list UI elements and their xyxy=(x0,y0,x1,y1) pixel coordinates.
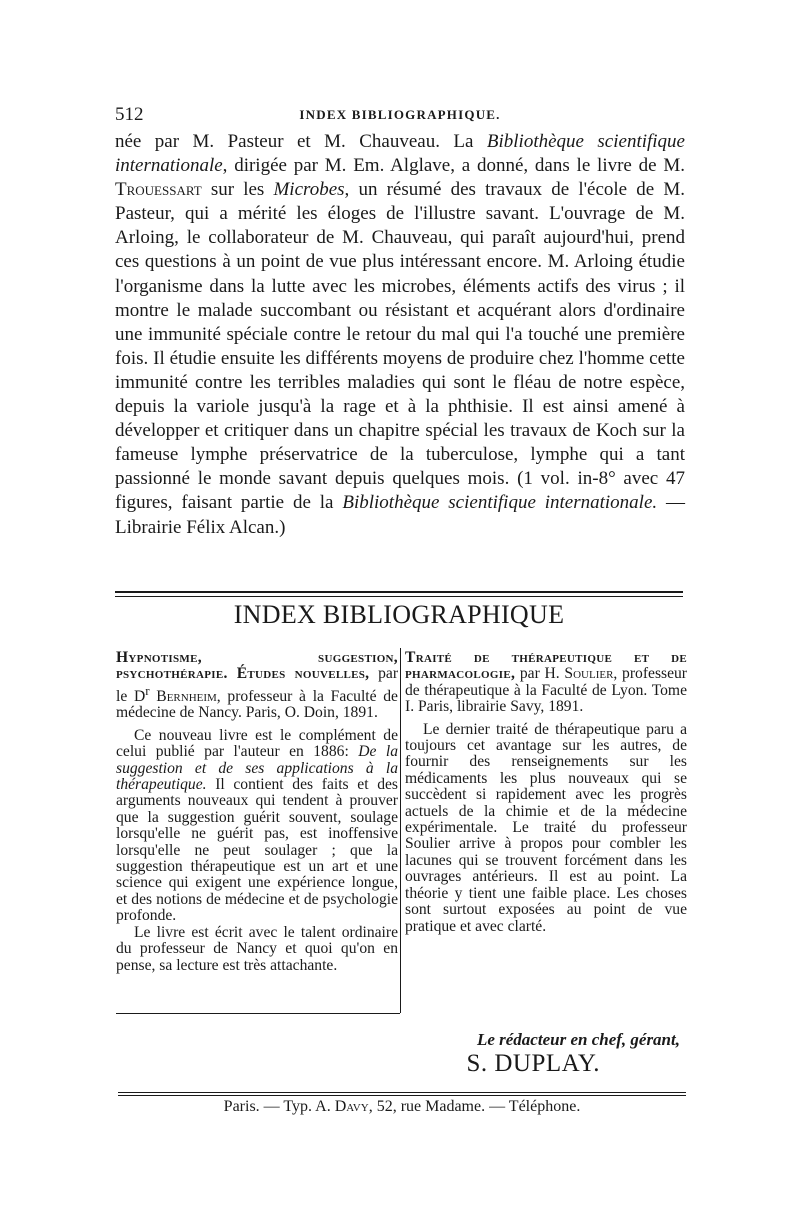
review-text: Ce nouveau livre est le complément de celui publié par l'auteur en 1886: xyxy=(116,726,398,761)
entry-author-name: Bernheim xyxy=(149,688,217,705)
entry-review-conclusion: Le livre est écrit avec le talent ordinaire du professeur de Nancy et quoi qu'on en pense, sa lecture est très attachante. xyxy=(116,923,398,974)
entry-author-name: Soulier xyxy=(564,665,614,683)
editor-name: S. DUPLAY. xyxy=(466,1050,600,1077)
running-head xyxy=(115,104,685,124)
article-paragraph xyxy=(115,130,685,540)
column-bottom-rule xyxy=(116,1013,400,1014)
article-continuation xyxy=(115,130,685,540)
entry-title: Hypnotisme, suggestion, psychothérapie. Études nouvelles, xyxy=(116,649,398,683)
body-text-span: , un résumé des travaux de l'école de M. Pasteur, qui a mérité les éloges de l'illustre savant. L'ouvrage de M. Arloing, le collaborateur de M. Chauveau, qui paraît aujourd'hui, prend ces questions à un point de vue plus intéressant encore. M. Arloing étudie l'organisme dans la lutte avec les microbes, éléments actifs des virus ; il montre le malade succombant ou résistant et acquérant alors d'ordinaire une immunité spéciale contre le retour du mal qui l'a touché une première fois. Il étudie ensuite les différents moyens de produire chez l'homme cette immunité contre les terribles maladies qui sont le fléau de notre espèce, depuis la variole jusqu'à la rage et à la phthisie. Il est ainsi amené à développer et critiquer dans un chapitre spécial les travaux de Koch sur la fameuse lymphe préservatrice de la tuberculose, lymphe qui a tant passionné le monde savant depuis quelques mois. (1 vol. in-8° avec 47 figures, faisant partie de la xyxy=(115,179,685,514)
bibliographic-entry xyxy=(116,650,398,722)
body-italic-title: Microbes xyxy=(273,179,345,201)
index-column-right xyxy=(405,650,687,935)
body-text-span: sur les xyxy=(201,179,274,201)
running-head-title: INDEX BIBLIOGRAPHIQUE. xyxy=(299,107,501,122)
entry-author-prefix: par le D xyxy=(116,665,399,705)
entry-review: Le dernier traité de thérapeutique paru a toujours cet avantage sur les autres, de fournir des renseignements sur les médicaments les plus nouveaux qui se succèdent si rapidement avec les progrès actuels de la chimie et de la médecine expérimentale. Le traité du professeur Soulier arrive à propos pour combler les lacunes qui se trouvent forcément dans les ouvrages antérieurs. Il est au point. La théorie y tient une faible place. Les choses sont surtout exposées au point de vue pratique et avec clarté. xyxy=(405,720,687,935)
page-number: 512 xyxy=(115,104,144,125)
footer-rule-top xyxy=(118,1092,686,1093)
body-text-span: née par M. Pasteur et M. Chauveau. La xyxy=(115,131,487,152)
review-italic-title: De la suggestion et de ses applications à la thérapeutique. xyxy=(116,743,398,794)
section-rule-thin xyxy=(115,596,683,597)
imprint-text: , 52, rue Madame. — Téléphone. xyxy=(368,1098,581,1115)
entry-author-prefix: par H. xyxy=(515,665,565,683)
bibliographic-entry xyxy=(405,650,687,716)
index-column-left xyxy=(116,650,398,974)
printer-name: Davy xyxy=(334,1098,369,1115)
section-rule-thick xyxy=(115,591,683,593)
editor-role: Le rédacteur en chef, gérant, xyxy=(476,1030,680,1049)
imprint-text: Paris. — Typ. A. xyxy=(223,1098,335,1115)
entry-author-details: , professeur à la Faculté de médecine de Nancy. Paris, O. Doin, 1891. xyxy=(116,688,398,722)
entry-title: Traité de thérapeutique et de pharmacologie, xyxy=(405,649,687,683)
body-text-span: , dirigée par M. Em. Alglave, a donné, dans le livre de M. xyxy=(222,155,685,177)
entry-author-superscript: r xyxy=(145,682,150,698)
column-divider xyxy=(400,648,401,1013)
entry-review xyxy=(116,728,398,925)
footer-rule-bottom xyxy=(118,1095,686,1096)
body-italic-title: Bibliothèque scientifique internationale xyxy=(115,131,685,177)
review-text: Il contient des faits et des arguments nouveaux qui tendent à prouver que la suggestion guérit souvent, soulage lorsqu'elle ne guérit pas, est inoffensive lorsqu'elle ne peut soulager ; que la suggestion thérapeutique est un art et une science qui exigent une expérience longue, et des notions de médecine et de psychologie profonde. xyxy=(116,776,398,925)
author-name-smallcaps: Trouessart xyxy=(115,179,202,201)
index-heading: INDEX BIBLIOGRAPHIQUE xyxy=(233,600,565,629)
body-italic-title: Bibliothèque scientifique internationale. xyxy=(342,492,658,514)
entry-author-details: , professeur de thérapeutique à la Faculté de Lyon. Tome I. Paris, librairie Savy, 1891. xyxy=(405,665,687,716)
body-text-span: — Librairie Félix Alcan.) xyxy=(115,492,685,538)
printer-imprint xyxy=(118,1098,686,1116)
